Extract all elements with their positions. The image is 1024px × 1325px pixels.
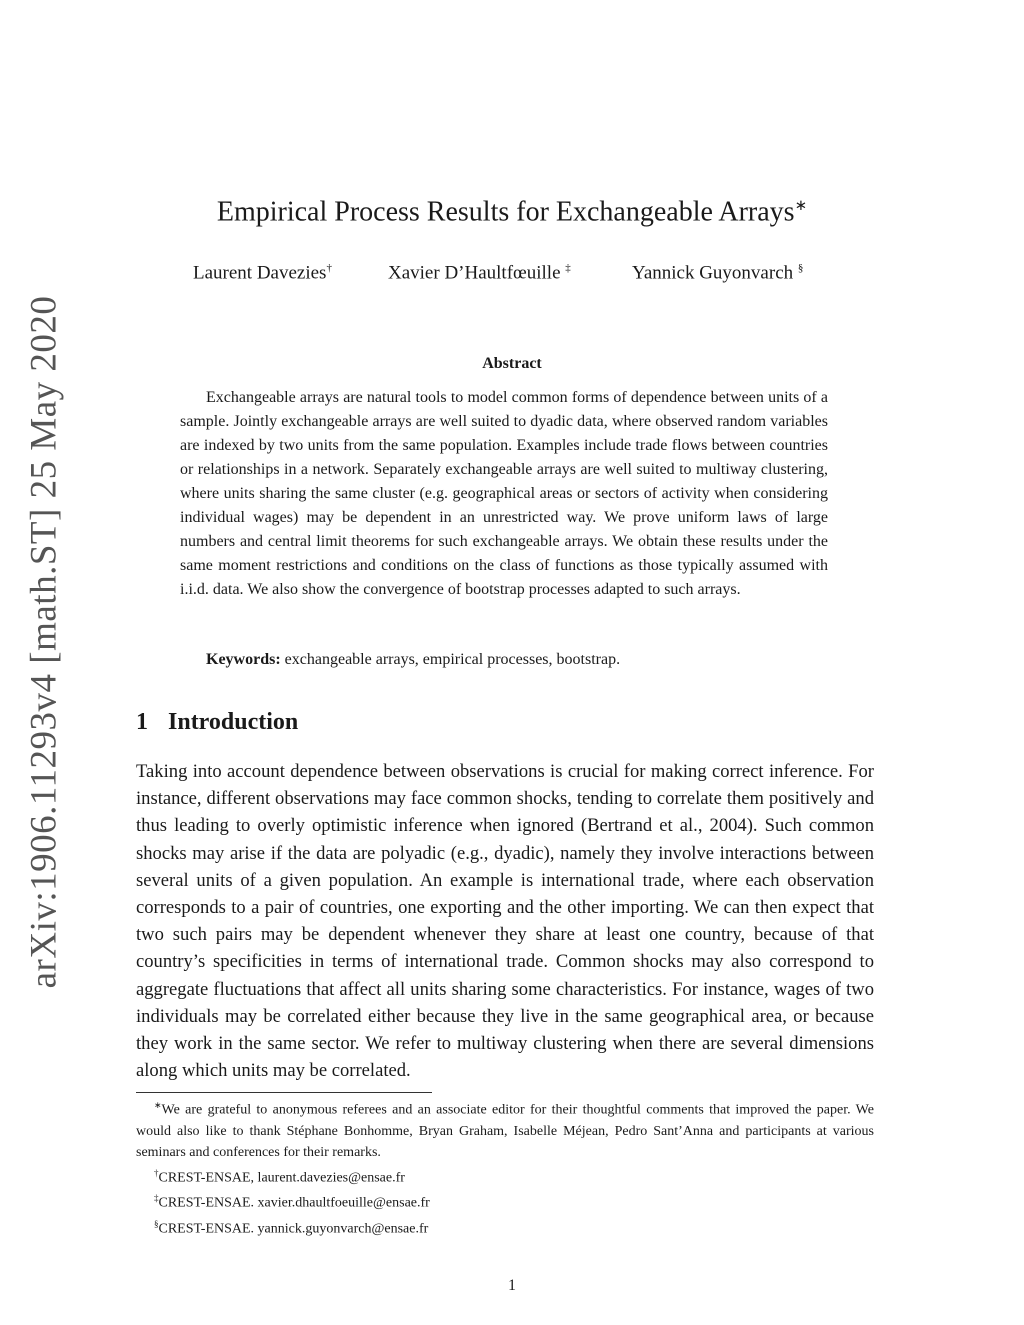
author-name: Yannick Guyonvarch xyxy=(632,262,794,284)
footnote-mark: ∗ xyxy=(154,1100,162,1110)
paper-title xyxy=(0,196,1024,228)
keywords-label: Keywords: xyxy=(206,651,281,668)
footnote-text: We are grateful to anonymous referees and an associate editor for their thoughtful comments that improved the paper. We would also like to thank Stéphane Bonhomme, Bryan Graham, Isabelle Méjean, Pedro Sant’Anna and participants at various seminars and conferences for their remarks. xyxy=(136,1102,874,1160)
footnote-mark: ‡ xyxy=(154,1193,159,1204)
page-number: 1 xyxy=(508,1277,516,1294)
footnote-text: CREST-ENSAE. yannick.guyonvarch@ensae.fr xyxy=(158,1221,429,1237)
footnote-acknowledgement xyxy=(136,1095,874,1163)
footnote-mark: § xyxy=(154,1218,159,1229)
section-heading xyxy=(136,709,298,736)
author-footnote-mark: § xyxy=(797,262,804,274)
author-1 xyxy=(193,262,332,284)
author-footnote-mark: † xyxy=(326,262,332,274)
title-footnote-mark: ∗ xyxy=(794,198,808,214)
author-name: Laurent Davezies xyxy=(193,262,327,284)
footnote-text: CREST-ENSAE. xavier.dhaultfoeuille@ensae.fr xyxy=(158,1195,430,1211)
section-title: Introduction xyxy=(168,709,299,735)
footnote-author-3 xyxy=(136,1214,874,1240)
footnotes xyxy=(136,1095,874,1240)
author-footnote-mark: ‡ xyxy=(565,262,571,274)
author-2 xyxy=(388,262,571,284)
footnote-mark: † xyxy=(154,1167,159,1178)
introduction-paragraph: Taking into account dependence between observations is crucial for making correct inference. For instance, different observations may face common shocks, tending to correlate them positively and thus leading to overly optimistic inference when ignored (Bertrand et al., 2004). Such common shocks may arise if the data are polyadic (e.g., dyadic), namely they involve interactions between several units of a given population. An example is international trade, where each observation corresponds to a pair of countries, one exporting and the other importing. We can then expect that two such pairs may be dependent whenever they share at least one country, because of that country’s specificities in terms of international trade. Common shocks may also correspond to aggregate fluctuations that affect all units sharing some characteristics. For instance, wages of two individuals may be correlated either because they live in the same geographical area, or because they work in the same sector. We refer to multiway clustering when there are several dimensions along which units may be correlated. xyxy=(136,761,874,1082)
keywords-list: exchangeable arrays, empirical processes, bootstrap. xyxy=(284,651,621,668)
footnote-text: CREST-ENSAE, laurent.davezies@ensae.fr xyxy=(158,1170,405,1186)
keywords-line xyxy=(206,651,620,669)
section-number: 1 xyxy=(136,709,148,735)
footnote-divider xyxy=(136,1092,432,1093)
abstract-text: Exchangeable arrays are natural tools to model common forms of dependence between units of a sample. Jointly exchangeable arrays are well suited to dyadic data, where observed random variables are indexed by two units from the same population. Examples include trade flows between countries or relationships in a network. Separately exchangeable arrays are well suited to multiway clustering, where units sharing the same cluster (e.g. geographical areas or sectors of activity when considering individual wages) may be dependent in an unrestricted way. We prove uniform laws of large numbers and central limit theorems for such exchangeable arrays. We obtain these results under the same moment restrictions and conditions on the class of functions as those typically assumed with i.i.d. data. We also show the convergence of bootstrap processes adapted to such arrays. xyxy=(180,389,828,598)
arxiv-identifier-stamp: arXiv:1906.11293v4 [math.ST] 25 May 2020 xyxy=(23,295,65,989)
footnote-author-1 xyxy=(136,1163,874,1189)
author-3 xyxy=(632,262,803,284)
paper-title-text: Empirical Process Results for Exchangeable Arrays xyxy=(216,196,795,228)
footnote-author-2 xyxy=(136,1188,874,1214)
author-name: Xavier D’Haultfœuille xyxy=(388,262,561,284)
abstract-heading: Abstract xyxy=(482,355,542,372)
